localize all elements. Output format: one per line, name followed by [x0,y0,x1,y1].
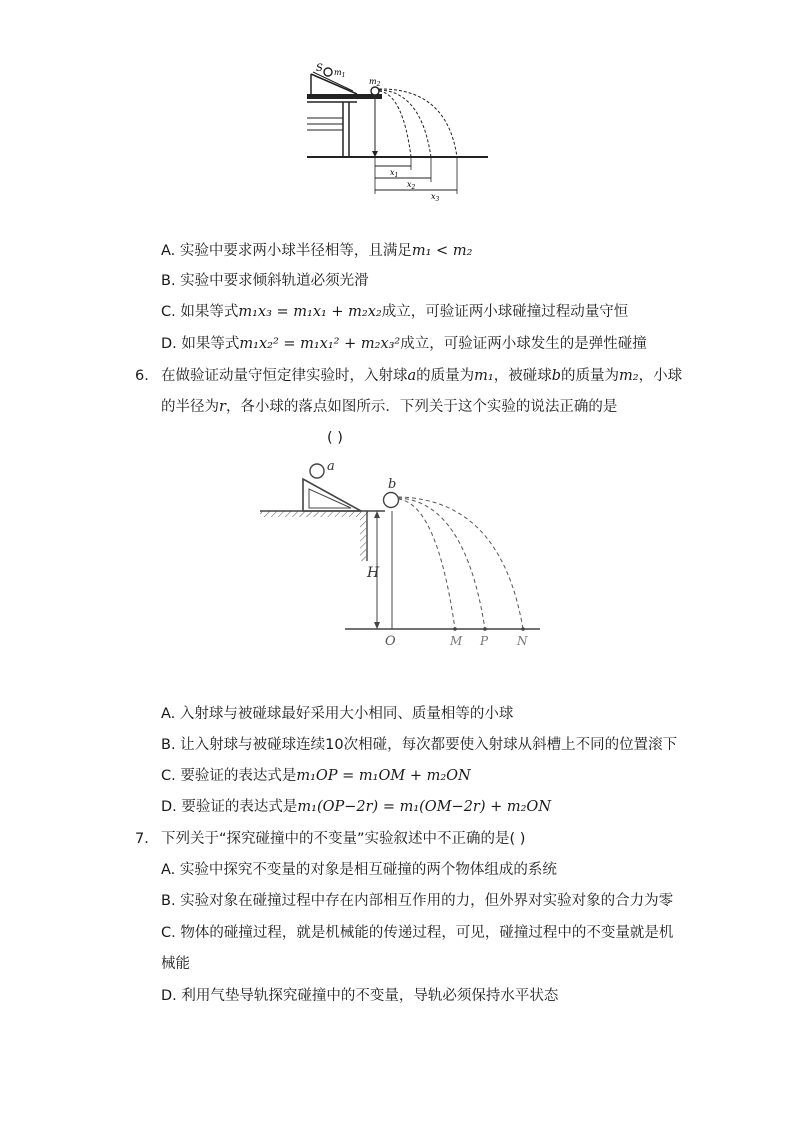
q6-var-m2: m₂ [619,368,639,384]
label-x2: $x_2$ [407,180,416,191]
q6-text: ，小球 [638,368,683,384]
ball-m2 [371,87,379,95]
q5-option-c-math: m₁x₃ = m₁x₁ + m₂x₂ [238,304,382,320]
q5-option-b-text: B. 实验中要求倾斜轨道必须光滑 [161,273,369,289]
q6-var-r: r [219,399,226,415]
q5-option-d [161,334,647,354]
q6-number: 6. [135,368,149,384]
q6-stem-line2 [161,397,617,417]
q6-var-a: a [407,368,417,384]
q7-option-b: B. 实验对象在碰撞过程中存在内部相互作用的力，但外界对实验对象的合力为零 [161,893,674,909]
q7-stem: 下列关于“探究碰撞中的不变量”实验叙述中不正确的是( ) [161,831,526,847]
q6-option-d-text: D. 要验证的表达式是 [161,799,298,815]
figure-momentum-experiment [255,455,545,655]
label-p: P [480,634,489,648]
q6-text: 的质量为 [561,368,620,384]
q6-option-c [161,766,471,786]
label-s: S [316,63,323,74]
q5-option-a-math: m₁ < m₂ [411,243,473,259]
q6-var-b: b [551,368,562,384]
label-x1: $x_1$ [390,168,399,179]
q7-option-d: D. 利用气垫导轨探究碰撞中的不变量，导轨必须保持水平状态 [161,988,559,1004]
label-m: M [450,634,463,648]
q6-option-d [161,797,551,817]
q6-stem-line1 [161,366,682,386]
q7-option-c-line1: C. 物体的碰撞过程，就是机械能的传递过程，可见，碰撞过程中的不变量就是机 [161,925,674,941]
q6-option-c-math: m₁OP = m₁OM + m₂ON [296,768,471,784]
label-o: O [385,634,396,649]
label-a: a [327,459,335,474]
label-n: N [517,634,528,648]
q5-option-d-text: D. 如果等式 [161,336,240,352]
figure-collision-apparatus [295,58,495,203]
q5-option-a [161,241,472,261]
q6-option-c-text: C. 要验证的表达式是 [161,768,297,784]
q7-option-a: A. 实验中探究不变量的对象是相互碰撞的两个物体组成的系统 [161,862,557,878]
q6-var-m1: m₁ [474,368,494,384]
label-h: H [367,565,380,581]
q6-text: ，各小球的落点如图所示．下列关于这个实验的说法正确的是 [225,399,618,415]
label-x3: $x_3$ [431,192,440,203]
q6-option-b: B. 让入射球与被碰球连续10次相碰，每次都要使入射球从斜槽上不同的位置滚下 [161,737,678,753]
ball-b [384,493,399,508]
q6-text: 的半径为 [161,399,219,415]
q5-option-c-text: C. 如果等式 [161,304,239,320]
q6-option-d-math: m₁(OP−2r) = m₁(OM−2r) + m₂ON [297,799,552,815]
q5-option-b [161,271,369,291]
q6-answer-paren: ( ) [327,430,343,446]
q6-option-a: A. 入射球与被碰球最好采用大小相同、质量相等的小球 [161,706,514,722]
ball-m1 [324,68,332,76]
q6-text: 在做验证动量守恒定律实验时，入射球 [161,368,408,384]
q7-number: 7. [135,831,149,847]
label-m1: $m_1$ [334,68,346,79]
q7-option-c-line2: 械能 [161,956,190,972]
q6-text: 的质量为 [416,368,475,384]
ball-a [310,464,324,478]
q5-option-a-text: A. 实验中要求两小球半径相等，且满足 [161,243,412,259]
q5-option-c [161,302,628,322]
q6-text: ，被碰球 [493,368,552,384]
q5-option-d-math: m₁x₂² = m₁x₁² + m₂x₃² [239,336,401,352]
label-b: b [388,477,397,492]
label-m2: $m_2$ [369,77,381,88]
q5-option-d-tail: 成立，可验证两小球发生的是弹性碰撞 [400,336,647,352]
q5-option-c-tail: 成立，可验证两小球碰撞过程动量守恒 [381,304,629,320]
